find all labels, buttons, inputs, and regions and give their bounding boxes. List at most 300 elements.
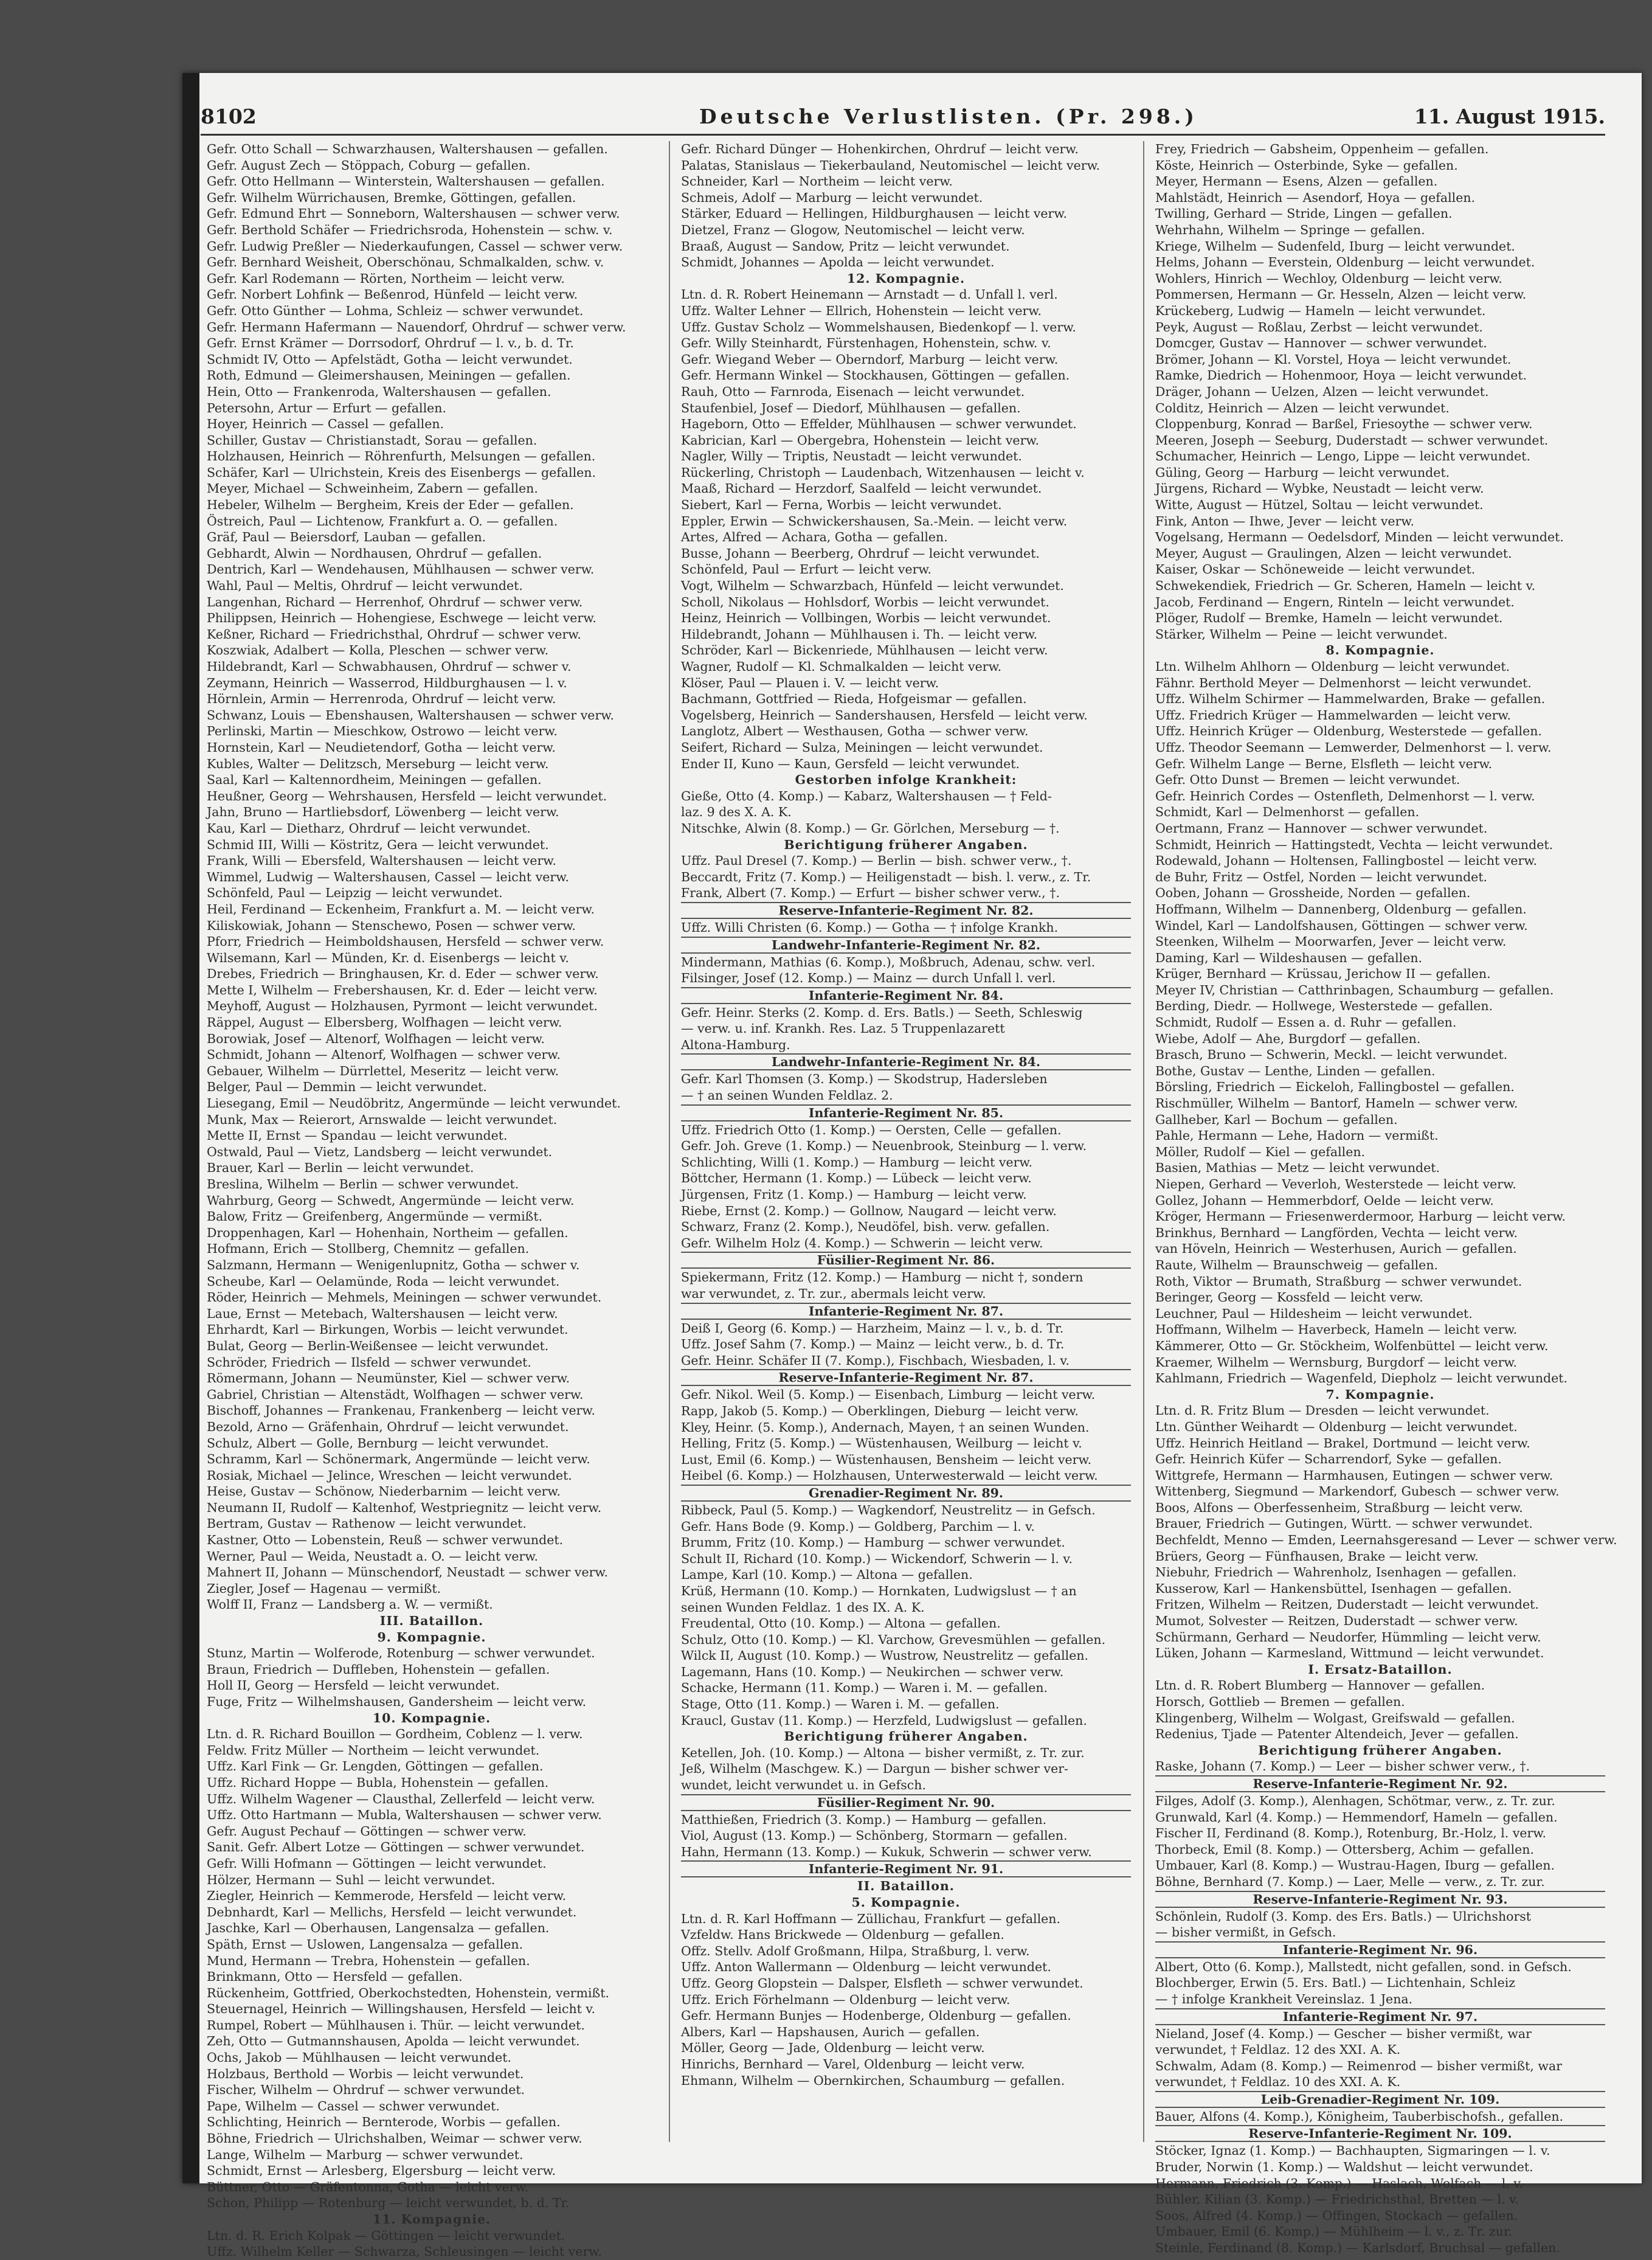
list-item: Zeymann, Heinrich — Wasserrod, Hildburghausen — l. v. — [207, 675, 567, 690]
text-column-1 — [207, 141, 657, 2259]
list-item: Gefr. Berthold Schäfer — Friedrichsroda, Hohenstein — schw. v. — [207, 222, 613, 237]
list-item: Gefr. Karl Thomsen (3. Komp.) — Skodstrup, Hadersleben — [681, 1072, 1048, 1087]
list-item: Fischer, Wilhelm — Ohrdruf — schwer verwundet. — [207, 2082, 525, 2098]
list-item: Bulat, Georg — Berlin-Weißensee — leicht verwundet. — [207, 1338, 549, 1353]
list-item: Plöger, Rudolf — Bremke, Hameln — leicht verwundet. — [1155, 611, 1503, 626]
list-item: Stage, Otto (11. Komp.) — Waren i. M. — gefallen. — [681, 1697, 1000, 1712]
list-item: Bühler, Kilian (3. Komp.) — Friedrichsthal, Bretten — l. v. — [1155, 2192, 1519, 2207]
list-item: Mumot, Solvester — Reitzen, Duderstadt — schwer verw. — [1155, 1614, 1518, 1629]
list-item: war verwundet, z. Tr. zur., abermals leicht verw. — [681, 1286, 986, 1301]
section-heading: I. Ersatz-Bataillon. — [1308, 1662, 1453, 1677]
list-item: Gefr. Otto Hellmann — Winterstein, Waltershausen — gefallen. — [207, 174, 605, 189]
regiment-heading: Infanterie-Regiment Nr. 91. — [681, 1860, 1131, 1877]
regiment-heading: Füsilier-Regiment Nr. 86. — [681, 1252, 1131, 1269]
regiment-heading: Reserve-Infanterie-Regiment Nr. 93. — [1155, 1891, 1605, 1908]
list-item: Hebeler, Wilhelm — Bergheim, Kreis der Eder — gefallen. — [207, 497, 574, 513]
list-item: Soos, Alfred (4. Komp.) — Offingen, Stockach — gefallen. — [1155, 2208, 1518, 2223]
list-item: Jaschke, Karl — Oberhausen, Langensalza — gefallen. — [207, 1921, 550, 1936]
list-item: Langlotz, Albert — Westhausen, Gotha — schwer verw. — [681, 724, 1029, 739]
list-item: verwundet, † Feldlaz. 10 des XXI. A. K. — [1155, 2075, 1401, 2090]
list-item: Ltn. d. R. Karl Hoffmann — Züllichau, Frankfurt — gefallen. — [681, 1911, 1061, 1926]
list-item: Bertram, Gustav — Rathenow — leicht verwundet. — [207, 1516, 527, 1531]
list-item: Gefr. Ernst Krämer — Dorrsodorf, Ohrdruf — l. v., b. d. Tr. — [207, 336, 574, 351]
list-item: Drebes, Friedrich — Bringhausen, Kr. d. Eder — schwer verw. — [207, 966, 599, 982]
list-item: Ziegler, Heinrich — Kemmerode, Hersfeld — leicht verw. — [207, 1888, 567, 1904]
list-item: Gefr. August Zech — Stöppach, Coburg — gefallen. — [207, 158, 531, 173]
text-column-2 — [681, 141, 1131, 2145]
list-item: Uffz. Willi Christen (6. Komp.) — Gotha — † infolge Krankh. — [681, 920, 1059, 935]
list-item: Ltn. Wilhelm Ahlhorn — Oldenburg — leicht verwundet. — [1155, 659, 1510, 674]
list-item: Matthießen, Friedrich (3. Komp.) — Hamburg — gefallen. — [681, 1812, 1047, 1827]
list-item: Schmidt, Johann — Altenorf, Wolfhagen — schwer verw. — [207, 1047, 561, 1062]
list-item: Schlichting, Heinrich — Bernterode, Worbis — gefallen. — [207, 2115, 561, 2130]
list-item: Hildebrandt, Karl — Schwabhausen, Ohrdruf — schwer v. — [207, 659, 572, 674]
list-item: Hahn, Hermann (13. Komp.) — Kukuk, Schwerin — schwer verw. — [681, 1844, 1092, 1859]
list-item: Meyer, August — Graulingen, Alzen — leicht verwundet. — [1155, 546, 1512, 561]
list-item: Schmeis, Adolf — Marburg — leicht verwundet. — [681, 190, 983, 205]
page-header — [201, 105, 1605, 131]
list-item: Bruder, Norwin (1. Komp.) — Waldshut — leicht verwundet. — [1155, 2160, 1533, 2175]
list-item: Brauer, Friedrich — Gutingen, Württ. — schwer verwundet. — [1155, 1516, 1533, 1531]
list-item: Kiliskowiak, Johann — Stenschewo, Posen — schwer verw. — [207, 918, 576, 933]
list-item: Wilsemann, Karl — Münden, Kr. d. Eisenbergs — leicht v. — [207, 950, 569, 965]
list-item: Salzmann, Hermann — Wenigenlupnitz, Gotha — schwer v. — [207, 1257, 580, 1272]
list-item: Pforr, Friedrich — Heimboldshausen, Hersfeld — schwer verw. — [207, 934, 604, 949]
section-heading: Berichtigung früherer Angaben. — [784, 1729, 1028, 1744]
list-item: Philippsen, Heinrich — Hohengiese, Eschwege — leicht verw. — [207, 611, 596, 626]
page-number: 8102 — [201, 105, 257, 128]
list-item: Kubles, Walter — Delitzsch, Merseburg — leicht verw. — [207, 756, 549, 771]
list-item: Roth, Viktor — Brumath, Straßburg — schwer verwundet. — [1155, 1274, 1522, 1289]
list-item: Gefr. Hermann Winkel — Stockhausen, Göttingen — gefallen. — [681, 368, 1070, 383]
list-item: Wimmel, Ludwig — Waltershausen, Cassel — leicht verw. — [207, 869, 569, 884]
list-item: Brasch, Bruno — Schwerin, Meckl. — leicht verwundet. — [1155, 1047, 1508, 1062]
list-item: Uffz. Otto Hartmann — Mubla, Waltershausen — schwer verw. — [207, 1808, 602, 1823]
list-item: Domcger, Gustav — Hannover — schwer verwundet. — [1155, 336, 1487, 351]
list-item: Gefr. Wiegand Weber — Oberndorf, Marburg — leicht verw. — [681, 352, 1059, 367]
list-item: Räppel, August — Elbersberg, Wolfhagen — leicht verw. — [207, 1015, 562, 1030]
list-item: Gefr. Edmund Ehrt — Sonneborn, Waltershausen — schwer verw. — [207, 206, 620, 221]
list-item: Umbauer, Emil (6. Komp.) — Mühlheim — l. v., z. Tr. zur. — [1155, 2224, 1513, 2239]
list-item: Kaiser, Oskar — Schöneweide — leicht verwundet. — [1155, 562, 1476, 577]
list-item: Kröger, Hermann — Friesenwerdermoor, Harburg — leicht verw. — [1155, 1209, 1566, 1224]
regiment-heading: Infanterie-Regiment Nr. 87. — [681, 1303, 1131, 1320]
list-item: Ltn. d. R. Robert Blumberg — Hannover — gefallen. — [1155, 1678, 1485, 1693]
list-item: Langenhan, Richard — Herrenhof, Ohrdruf — schwer verw. — [207, 594, 583, 609]
list-item: Koszwiak, Adalbert — Kolla, Pleschen — schwer verw. — [207, 643, 549, 658]
list-item: Uffz. Heinrich Krüger — Oldenburg, Westerstede — gefallen. — [1155, 724, 1542, 739]
list-item: Schwalm, Adam (8. Komp.) — Reimenrod — bisher vermißt, war — [1155, 2058, 1563, 2073]
list-item: Meeren, Joseph — Seeburg, Duderstadt — schwer verwundet. — [1155, 432, 1549, 448]
list-item: laz. 9 des X. A. K. — [681, 805, 792, 820]
section-heading: 11. Kompagnie. — [372, 2212, 491, 2227]
list-item: Schneider, Karl — Northeim — leicht verw. — [681, 174, 953, 189]
list-item: Mahnert II, Johann — Münschendorf, Neustadt — schwer verw. — [207, 1565, 609, 1580]
list-item: Kabrician, Karl — Obergebra, Hohenstein — leicht verw. — [681, 432, 1039, 448]
section-heading: III. Bataillon. — [379, 1614, 484, 1629]
list-item: Roth, Edmund — Gleimershausen, Meiningen — gefallen. — [207, 368, 571, 383]
list-item: Gefr. Karl Rodemann — Rörten, Northeim — leicht verw. — [207, 271, 565, 286]
list-item: Pommersen, Hermann — Gr. Hesseln, Alzen — leicht verw. — [1155, 287, 1527, 302]
regiment-heading: Grenadier-Regiment Nr. 89. — [681, 1485, 1131, 1502]
list-item: Schumacher, Heinrich — Lengo, Lippe — leicht verwundet. — [1155, 449, 1531, 464]
list-item: Holzhausen, Heinrich — Röhrenfurth, Melsungen — gefallen. — [207, 449, 596, 464]
list-item: Brinkmann, Otto — Hersfeld — gefallen. — [207, 1969, 463, 1984]
list-item: Hildebrandt, Johann — Mühlhausen i. Th. — leicht verw. — [681, 626, 1038, 642]
list-item: Schlichting, Willi (1. Komp.) — Hamburg — leicht verw. — [681, 1154, 1033, 1170]
list-item: Peyk, August — Roßlau, Zerbst — leicht verwundet. — [1155, 319, 1483, 334]
list-item: Kusserow, Karl — Hankensbüttel, Isenhagen — gefallen. — [1155, 1581, 1512, 1596]
list-item: Lüken, Johann — Karmesland, Wittmund — leicht verwundet. — [1155, 1646, 1544, 1661]
list-item: Kahlmann, Friedrich — Wagenfeld, Diepholz — leicht verwundet. — [1155, 1371, 1568, 1386]
list-item: Deiß I, Georg (6. Komp.) — Harzheim, Mainz — l. v., b. d. Tr. — [681, 1320, 1064, 1336]
list-item: Gebauer, Wilhelm — Dürrlettel, Meseritz — leicht verw. — [207, 1063, 559, 1078]
list-item: Bauer, Alfons (4. Komp.), Königheim, Tauberbischofsh., gefallen. — [1155, 2109, 1564, 2124]
list-item: Gefr. Heinr. Schäfer II (7. Komp.), Fischbach, Wiesbaden, l. v. — [681, 1353, 1070, 1368]
list-item: Colditz, Heinrich — Alzen — leicht verwundet. — [1155, 400, 1450, 415]
list-item: Rosiak, Michael — Jelince, Wreschen — leicht verwundet. — [207, 1468, 572, 1483]
list-item: Ehmann, Wilhelm — Obernkirchen, Schaumburg — gefallen. — [681, 2073, 1065, 2088]
list-item: Gräf, Paul — Beiersdorf, Lauban — gefallen. — [207, 530, 486, 545]
list-item: Ostwald, Paul — Vietz, Landsberg — leicht verwundet. — [207, 1144, 553, 1159]
list-item: van Höveln, Heinrich — Westerhusen, Aurich — gefallen. — [1155, 1241, 1517, 1257]
regiment-heading: Infanterie-Regiment Nr. 85. — [681, 1104, 1131, 1121]
list-item: Gabriel, Christian — Altenstädt, Wolfhagen — schwer verw. — [207, 1387, 584, 1402]
list-item: Witte, August — Hützel, Soltau — leicht verwundet. — [1155, 497, 1484, 513]
list-item: Wehrhahn, Wilhelm — Springe — gefallen. — [1155, 222, 1425, 237]
list-item: Ender II, Kuno — Kaun, Gersfeld — leicht verwundet. — [681, 756, 1020, 771]
list-item: Heinz, Heinrich — Vollbingen, Worbis — leicht verwundet. — [681, 611, 1051, 626]
list-item: Sanit. Gefr. Albert Lotze — Göttingen — schwer verwundet. — [207, 1840, 585, 1855]
list-item: Holzbaus, Berthold — Worbis — leicht verwundet. — [207, 2066, 524, 2081]
list-item: Rodewald, Johann — Holtensen, Fallingbostel — leicht verw. — [1155, 853, 1537, 868]
list-item: — verw. u. inf. Krankh. Res. Laz. 5 Truppenlazarett — [681, 1021, 1005, 1036]
list-item: Feldw. Fritz Müller — Northeim — leicht verwundet. — [207, 1742, 540, 1758]
list-item: Siebert, Karl — Ferna, Worbis — leicht verwundet. — [681, 497, 1002, 513]
regiment-heading: Leib-Grenadier-Regiment Nr. 109. — [1155, 2091, 1605, 2108]
list-item: Dentrich, Karl — Wendehausen, Mühlhausen — schwer verw. — [207, 562, 595, 577]
list-item: Stärker, Eduard — Hellingen, Hildburghausen — leicht verw. — [681, 206, 1067, 221]
list-item: Krüß, Hermann (10. Komp.) — Hornkaten, Ludwigslust — † an — [681, 1583, 1077, 1598]
regiment-heading: Füsilier-Regiment Nr. 90. — [681, 1794, 1131, 1811]
list-item: Uffz. Theodor Seemann — Lemwerder, Delmenhorst — l. verw. — [1155, 740, 1552, 755]
list-item: Büttner, Otto — Gräfentonna, Gotha — leicht verw. — [207, 2179, 529, 2194]
list-item: Wittenberg, Siegmund — Markendorf, Gubesch — schwer verw. — [1155, 1484, 1560, 1499]
list-item: Fink, Anton — Ihwe, Jever — leicht verw. — [1155, 513, 1414, 529]
list-item: Röder, Heinrich — Mehmels, Meiningen — schwer verwundet. — [207, 1290, 602, 1305]
list-item: Nagler, Willy — Triptis, Neustadt — leicht verwundet. — [681, 449, 1022, 464]
section-heading: Berichtigung früherer Angaben. — [784, 837, 1028, 852]
list-item: Daming, Karl — Wildeshausen — gefallen. — [1155, 950, 1423, 965]
list-item: Droppenhagen, Karl — Hohenhain, Northeim — gefallen. — [207, 1225, 569, 1240]
section-heading: Gestorben infolge Krankheit: — [795, 772, 1017, 788]
list-item: Niepen, Gerhard — Veverloh, Westerstede — leicht verw. — [1155, 1177, 1516, 1191]
list-item: Brauer, Karl — Berlin — leicht verwundet. — [207, 1160, 474, 1176]
list-item: Neumann II, Rudolf — Kaltenhof, Westpriegnitz — leicht verw. — [207, 1500, 602, 1515]
list-item: Jürgens, Richard — Wybke, Neustadt — leicht verw. — [1155, 481, 1484, 496]
list-item: Freudental, Otto (10. Komp.) — Altona — gefallen. — [681, 1616, 1001, 1631]
list-item: Uffz. Wilhelm Schirmer — Hammelwarden, Brake — gefallen. — [1155, 692, 1546, 707]
list-item: Ribbeck, Paul (5. Komp.) — Wagkendorf, Neustrelitz — in Gefsch. — [681, 1502, 1096, 1517]
list-item: Böhne, Bernhard (7. Komp.) — Laer, Melle — verw., z. Tr. zur. — [1155, 1874, 1545, 1889]
section-heading: 12. Kompagnie. — [846, 271, 966, 286]
list-item: Bothe, Gustav — Lenthe, Linden — gefallen. — [1155, 1063, 1436, 1078]
list-item: Oertmann, Franz — Hannover — schwer verwundet. — [1155, 820, 1488, 836]
list-item: Schröder, Karl — Bickenriede, Mühlhausen — leicht verw. — [681, 643, 1048, 658]
list-item: Schönfeld, Paul — Leipzig — leicht verwundet. — [207, 886, 503, 901]
list-item: Belger, Paul — Demmin — leicht verwundet. — [207, 1080, 487, 1095]
list-item: Klingenberg, Wilhelm — Wolgast, Greifswald — gefallen. — [1155, 1710, 1515, 1725]
list-item: Gallheber, Karl — Bochum — gefallen. — [1155, 1112, 1398, 1127]
list-item: verwundet, † Feldlaz. 12 des XXI. A. K. — [1155, 2042, 1401, 2057]
list-item: Gefr. Otto Dunst — Bremen — leicht verwundet. — [1155, 772, 1460, 788]
list-item: Jahn, Bruno — Hartliebsdorf, Löwenberg — leicht verw. — [207, 805, 559, 820]
list-item: Laue, Ernst — Metebach, Waltershausen — leicht verw. — [207, 1306, 558, 1321]
list-item: Böhne, Friedrich — Ulrichshalben, Weimar — schwer verw. — [207, 2131, 582, 2146]
list-item: Gefr. Joh. Greve (1. Komp.) — Neuenbrook, Steinburg — l. verw. — [681, 1139, 1087, 1154]
list-item: Gefr. August Pechauf — Göttingen — schwer verw. — [207, 1823, 527, 1839]
list-item: Jürgensen, Fritz (1. Komp.) — Hamburg — leicht verw. — [681, 1187, 1027, 1202]
list-item: Schramm, Karl — Schönermark, Angermünde — leicht verw. — [207, 1452, 590, 1467]
list-item: Schulz, Otto (10. Komp.) — Kl. Varchow, Grevesmühlen — gefallen. — [681, 1632, 1106, 1647]
regiment-heading: Reserve-Infanterie-Regiment Nr. 87. — [681, 1369, 1131, 1386]
section-heading: 8. Kompagnie. — [1325, 643, 1435, 658]
list-item: Östreich, Paul — Lichtenow, Frankfurt a. O. — gefallen. — [207, 513, 558, 529]
list-item: Heise, Gustav — Schönow, Niederbarnim — leicht verw. — [207, 1484, 561, 1499]
list-item: Liesegang, Emil — Neudöbritz, Angermünde — leicht verwundet. — [207, 1096, 621, 1111]
list-item: Uffz. Karl Fink — Gr. Lengden, Göttingen — gefallen. — [207, 1759, 544, 1774]
list-item: Schon, Philipp — Rotenburg — leicht verwundet, b. d. Tr. — [207, 2196, 570, 2211]
list-item: Frank, Willi — Ebersfeld, Waltershausen — leicht verw. — [207, 853, 556, 868]
list-item: Gefr. Wilhelm Holz (4. Komp.) — Schwerin — leicht verw. — [681, 1235, 1043, 1250]
list-item: Steenken, Wilhelm — Moorwarfen, Jever — leicht verw. — [1155, 934, 1507, 949]
list-item: Mindermann, Mathias (6. Komp.), Moßbruch, Adenau, schw. verl. — [681, 954, 1096, 969]
list-item: Riebe, Ernst (2. Komp.) — Gollnow, Naugard — leicht verw. — [681, 1203, 1057, 1218]
list-item: Brumm, Fritz (10. Komp.) — Hamburg — schwer verwundet. — [681, 1535, 1065, 1550]
list-item: Borowiak, Josef — Altenorf, Wolfhagen — leicht verw. — [207, 1031, 545, 1046]
list-item: Vogelsberg, Heinrich — Sandershausen, Hersfeld — leicht verw. — [681, 707, 1088, 723]
regiment-heading: Reserve-Infanterie-Regiment Nr. 82. — [681, 902, 1131, 919]
list-item: Hoffmann, Wilhelm — Dannenberg, Oldenburg — gefallen. — [1155, 901, 1527, 917]
list-item: Mette II, Ernst — Spandau — leicht verwundet. — [207, 1128, 508, 1143]
list-item: Uffz. Friedrich Krüger — Hammelwarden — leicht verw. — [1155, 707, 1512, 723]
list-item: Hornstein, Karl — Neudietendorf, Gotha — leicht verw. — [207, 740, 556, 755]
list-item: Uffz. Friedrich Otto (1. Komp.) — Oersten, Celle — gefallen. — [681, 1122, 1062, 1137]
list-item: Bischoff, Johannes — Frankenau, Frankenberg — leicht verw. — [207, 1403, 596, 1418]
list-item: Blochberger, Erwin (5. Ers. Batl.) — Lichtenhain, Schleiz — [1155, 1975, 1516, 1991]
list-item: Horsch, Gottlieb — Bremen — gefallen. — [1155, 1694, 1405, 1709]
list-item: Möller, Georg — Jade, Oldenburg — leicht verw. — [681, 2040, 985, 2056]
list-item: Grunwald, Karl (4. Komp.) — Hemmendorf, Hameln — gefallen. — [1155, 1809, 1558, 1825]
list-item: Offz. Stellv. Adolf Großmann, Hilpa, Straßburg, l. verw. — [681, 1943, 1030, 1958]
list-item: Fähnr. Berthold Meyer — Delmenhorst — leicht verwundet. — [1155, 675, 1532, 690]
list-item: — † infolge Krankheit Vereinslaz. 1 Jena. — [1155, 1991, 1413, 2006]
list-item: Uffz. Heinrich Heitland — Brakel, Dortmund — leicht verw. — [1155, 1435, 1530, 1451]
list-item: Thorbeck, Emil (8. Komp.) — Ottersberg, Achim — gefallen. — [1155, 1842, 1535, 1857]
list-item: Kriege, Wilhelm — Sudenfeld, Iburg — leicht verwundet. — [1155, 238, 1515, 254]
list-item: Saal, Karl — Kaltennordheim, Meiningen — gefallen. — [207, 772, 542, 788]
list-item: Jeß, Wilhelm (Maschgew. K.) — Dargun — bisher schwer ver- — [681, 1761, 1068, 1776]
list-item: Uffz. Paul Dresel (7. Komp.) — Berlin — bish. schwer verw., †. — [681, 853, 1072, 868]
list-item: Stärker, Wilhelm — Peine — leicht verwundet. — [1155, 626, 1448, 642]
list-item: Schürmann, Gerhard — Neudorfer, Hümmling — leicht verw. — [1155, 1629, 1541, 1645]
list-item: Fischer II, Ferdinand (8. Komp.), Rotenburg, Br.-Holz, l. verw. — [1155, 1826, 1546, 1841]
header-rule — [201, 134, 1605, 136]
list-item: — † an seinen Wunden Feldlaz. 2. — [681, 1088, 893, 1103]
list-item: Hein, Otto — Frankenroda, Waltershausen — gefallen. — [207, 384, 551, 399]
list-item: Rumpel, Robert — Mühlhausen i. Thür. — leicht verwundet. — [207, 2017, 585, 2033]
list-item: Helms, Johann — Everstein, Oldenburg — leicht verwundet. — [1155, 255, 1535, 270]
list-item: Gollez, Johann — Hemmerbdorf, Oelde — leicht verw. — [1155, 1193, 1494, 1208]
list-item: Uffz. Walter Lehner — Ellrich, Hohenstein — leicht verw. — [681, 303, 1042, 318]
list-item: Helling, Fritz (5. Komp.) — Wüstenhausen, Weilburg — leicht v. — [681, 1436, 1082, 1451]
list-item: Gefr. Willi Hofmann — Göttingen — leicht verwundet. — [207, 1856, 547, 1871]
regiment-heading: Infanterie-Regiment Nr. 96. — [1155, 1941, 1605, 1958]
section-heading: 9. Kompagnie. — [377, 1629, 486, 1645]
list-item: Petersohn, Artur — Erfurt — gefallen. — [207, 400, 447, 415]
list-item: Kau, Karl — Dietharz, Ohrdruf — leicht verwundet. — [207, 820, 531, 836]
list-item: Uffz. Georg Glopstein — Dalsper, Elsfleth — schwer verwundet. — [681, 1975, 1083, 1991]
list-item: Redenius, Tjade — Patenter Altendeich, Jever — gefallen. — [1155, 1727, 1519, 1742]
list-item: Schulz, Albert — Golle, Bernburg — leicht verwundet. — [207, 1435, 549, 1451]
list-item: Ltn. d. R. Robert Heinemann — Arnstadt — d. Unfall l. verl. — [681, 287, 1058, 302]
list-item: Wagner, Rudolf — Kl. Schmalkalden — leicht verw. — [681, 659, 1002, 674]
list-item: Mette I, Wilhelm — Frebershausen, Kr. d. Eder — leicht verw. — [207, 982, 598, 997]
list-item: Wahl, Paul — Meltis, Ohrdruf — leicht verwundet. — [207, 578, 523, 594]
list-item: Hoyer, Heinrich — Cassel — gefallen. — [207, 417, 444, 432]
list-item: Brüers, Georg — Fünfhausen, Brake — leicht verw. — [1155, 1548, 1479, 1564]
list-item: Niebuhr, Friedrich — Wahrenholz, Isenhagen — gefallen. — [1155, 1565, 1517, 1580]
list-item: Kämmerer, Otto — Gr. Stöckheim, Wolfenbüttel — leicht verw. — [1155, 1338, 1549, 1353]
regiment-heading: Landwehr-Infanterie-Regiment Nr. 82. — [681, 937, 1131, 954]
list-item: Frey, Friedrich — Gabsheim, Oppenheim — gefallen. — [1155, 142, 1489, 156]
list-item: Werner, Paul — Weida, Neustadt a. O. — leicht verw. — [207, 1548, 538, 1564]
list-item: Balow, Fritz — Greifenberg, Angermünde — vermißt. — [207, 1209, 543, 1224]
list-item: seinen Wunden Feldlaz. 1 des IX. A. K. — [681, 1600, 925, 1615]
list-item: Vogt, Wilhelm — Schwarzbach, Hünfeld — leicht verwundet. — [681, 578, 1064, 594]
list-item: Wittgrefe, Hermann — Harmhausen, Eutingen — schwer verw. — [1155, 1468, 1554, 1483]
list-item: Vzfeldw. Hans Brickwede — Oldenburg — gefallen. — [681, 1927, 1004, 1943]
list-item: Wohlers, Hinrich — Wechloy, Oldenburg — leicht verw. — [1155, 271, 1502, 286]
list-item: Artes, Alfred — Achara, Gotha — gefallen. — [681, 530, 948, 545]
list-item: Schacke, Hermann (11. Komp.) — Waren i. M. — gefallen. — [681, 1680, 1048, 1696]
list-item: Meyer, Michael — Schweinheim, Zabern — gefallen. — [207, 481, 538, 496]
list-item: Beringer, Georg — Kossfeld — leicht verw. — [1155, 1290, 1423, 1305]
list-item: Hofmann, Erich — Stollberg, Chemnitz — gefallen. — [207, 1241, 530, 1257]
list-item: Rückenheim, Gottfried, Oberkochstedten, Hohenstein, vermißt. — [207, 1985, 609, 2000]
list-item: Munk, Max — Reierort, Arnswalde — leicht verwundet. — [207, 1112, 558, 1127]
list-item: Filges, Adolf (3. Komp.), Alenhagen, Schötmar, verw., z. Tr. zur. — [1155, 1793, 1555, 1808]
regiment-heading: Landwehr-Infanterie-Regiment Nr. 84. — [681, 1053, 1131, 1070]
list-item: Gefr. Heinrich Cordes — Ostenfleth, Delmenhorst — l. verw. — [1155, 788, 1535, 803]
list-item: — bisher vermißt, in Gefsch. — [1155, 1925, 1336, 1940]
list-item: Raske, Johann (7. Komp.) — Leer — bisher schwer verw., †. — [1155, 1759, 1530, 1774]
list-item: Gefr. Heinr. Sterks (2. Komp. d. Ers. Batls.) — Seeth, Schleswig — [681, 1005, 1083, 1020]
list-item: Dräger, Johann — Uelzen, Alzen — leicht verwundet. — [1155, 384, 1489, 399]
list-item: Scholl, Nikolaus — Hohlsdorf, Worbis — leicht verwundet. — [681, 594, 1049, 609]
list-item: Uffz. Wilhelm Wagener — Clausthal, Zellerfeld — leicht verw. — [207, 1791, 595, 1806]
list-item: de Buhr, Fritz — Ostfel, Norden — leicht verwundet. — [1155, 869, 1488, 884]
list-item: Schwanz, Louis — Ebenshausen, Waltershausen — schwer verw. — [207, 707, 614, 723]
list-item: Kraemer, Wilhelm — Wernsburg, Burgdorf — leicht verw. — [1155, 1354, 1518, 1370]
list-item: Stunz, Martin — Wolferode, Rotenburg — schwer verwundet. — [207, 1646, 595, 1661]
list-item: Ziegler, Josef — Hagenau — vermißt. — [207, 1581, 441, 1596]
list-item: Perlinski, Martin — Mieschkow, Ostrowo — leicht verw. — [207, 724, 558, 739]
list-item: Staufenbiel, Josef — Diedorf, Mühlhausen — gefallen. — [681, 400, 1021, 415]
list-item: Schönfeld, Paul — Erfurt — leicht verw. — [681, 562, 932, 577]
list-item: Berding, Diedr. — Hollwege, Westerstede — gefallen. — [1155, 999, 1493, 1014]
list-item: Bezold, Arno — Gräfenhain, Ohrdruf — leicht verwundet. — [207, 1419, 569, 1434]
publication-date: 11. August 1915. — [1414, 105, 1605, 128]
list-item: Windel, Karl — Landolfshausen, Göttingen — schwer verw. — [1155, 918, 1528, 933]
list-item: Mahlstädt, Heinrich — Asendorf, Hoya — gefallen. — [1155, 190, 1476, 205]
list-item: Rapp, Jakob (5. Komp.) — Oberklingen, Dieburg — leicht verw. — [681, 1403, 1079, 1418]
list-item: Seifert, Richard — Sulza, Meiningen — leicht verwundet. — [681, 740, 1043, 755]
list-item: Gefr. Willy Steinhardt, Fürstenhagen, Hohenstein, schw. v. — [681, 336, 1051, 351]
list-item: Mund, Hermann — Trebra, Hohenstein — gefallen. — [207, 1953, 530, 1968]
list-item: Schröder, Friedrich — Ilsfeld — schwer verwundet. — [207, 1354, 531, 1370]
list-item: Umbauer, Karl (8. Komp.) — Wustrau-Hagen, Iburg — gefallen. — [1155, 1858, 1555, 1873]
list-item: Zeh, Otto — Gutmannshausen, Apolda — leicht verwundet. — [207, 2034, 580, 2049]
list-item: Hageborn, Otto — Effelder, Mühlhausen — schwer verwundet. — [681, 417, 1077, 432]
list-item: Gefr. Bernhard Weisheit, Oberschönau, Schmalkalden, schw. v. — [207, 255, 604, 270]
list-item: Gefr. Otto Schall — Schwarzhausen, Waltershausen — gefallen. — [207, 142, 608, 156]
list-item: Viol, August (13. Komp.) — Schönberg, Stormarn — gefallen. — [681, 1828, 1068, 1843]
list-item: Hoffmann, Wilhelm — Haverbeck, Hameln — leicht verw. — [1155, 1322, 1518, 1337]
list-item: Gefr. Norbert Lohfink — Beßenrod, Hünfeld — leicht verw. — [207, 287, 578, 302]
list-item: Krüger, Bernhard — Krüssau, Jerichow II — gefallen. — [1155, 966, 1491, 982]
list-item: Lust, Emil (6. Komp.) — Wüstenhausen, Bensheim — leicht verw. — [681, 1452, 1092, 1467]
list-item: Debnhardt, Karl — Mellichs, Hersfeld — leicht verwundet. — [207, 1904, 577, 1919]
list-item: Ltn. d. R. Fritz Blum — Dresden — leicht verwundet. — [1155, 1403, 1490, 1418]
list-item: Meyer IV, Christian — Catthrinbagen, Schaumburg — gefallen. — [1155, 982, 1554, 997]
list-item: Ehrhardt, Karl — Birkungen, Worbis — leicht verwundet. — [207, 1322, 569, 1337]
list-item: wundet, leicht verwundet u. in Gefsch. — [681, 1778, 926, 1793]
list-item: Pahle, Hermann — Lehe, Hadorn — vermißt. — [1155, 1128, 1439, 1143]
page-binding-edge — [182, 73, 199, 2183]
list-item: Holl II, Georg — Hersfeld — leicht verwundet. — [207, 1678, 500, 1693]
list-item: Ochs, Jakob — Mühlhausen — leicht verwundet. — [207, 2050, 512, 2065]
list-item: Gefr. Otto Günther — Lohma, Schleiz — schwer verwundet. — [207, 303, 584, 318]
list-item: Heußner, Georg — Wehrshausen, Hersfeld — leicht verwundet. — [207, 788, 607, 803]
list-item: Maaß, Richard — Herzdorf, Saalfeld — leicht verwundet. — [681, 481, 1042, 496]
list-item: Schwarz, Franz (2. Komp.), Neudöfel, bish. verw. gefallen. — [681, 1219, 1050, 1235]
list-item: Albers, Karl — Hapshausen, Aurich — gefallen. — [681, 2024, 980, 2039]
list-item: Steinle, Ferdinand (8. Komp.) — Karlsdorf, Bruchsal — gefallen. — [1155, 2241, 1560, 2256]
list-item: Wahrburg, Georg — Schwedt, Angermünde — leicht verw. — [207, 1193, 575, 1208]
section-heading: II. Bataillon. — [857, 1879, 955, 1894]
column-divider — [1143, 141, 1144, 2142]
list-item: Rauh, Otto — Farnroda, Eisenach — leicht verwundet. — [681, 384, 1025, 399]
list-item: Kley, Heinr. (5. Komp.), Andernach, Mayen, † an seinen Wunden. — [681, 1419, 1090, 1435]
list-item: Basien, Mathias — Metz — leicht verwundet. — [1155, 1160, 1440, 1176]
list-item: Schmidt, Heinrich — Hattingstedt, Vechta — leicht verwundet. — [1155, 837, 1554, 852]
list-item: Dietzel, Franz — Glogow, Neutomischel — leicht verw. — [681, 222, 1025, 237]
list-item: Gefr. Heinrich Küfer — Scharrendorf, Syke — gefallen. — [1155, 1452, 1502, 1467]
list-item: Frank, Albert (7. Komp.) — Erfurt — bisher schwer verw., †. — [681, 886, 1060, 901]
list-item: Rischmüller, Wilhelm — Bantorf, Hameln — schwer verw. — [1155, 1096, 1518, 1111]
list-item: Filsinger, Josef (12. Komp.) — Mainz — durch Unfall l. verl. — [681, 971, 1056, 986]
list-item: Uffz. Gustav Scholz — Wommelshausen, Biedenkopf — l. verw. — [681, 319, 1076, 334]
list-item: Köste, Heinrich — Osterbinde, Syke — gefallen. — [1155, 158, 1458, 173]
regiment-heading: Reserve-Infanterie-Regiment Nr. 109. — [1155, 2125, 1605, 2142]
list-item: Römermann, Johann — Neumünster, Kiel — schwer verw. — [207, 1371, 570, 1386]
list-item: Wolff II, Franz — Landsberg a. W. — vermißt. — [207, 1597, 493, 1612]
list-item: Keßner, Richard — Friedrichsthal, Ohrdruf — schwer verw. — [207, 626, 581, 642]
list-item: Busse, Johann — Beerberg, Ohrdruf — leicht verwundet. — [681, 546, 1040, 561]
list-item: Kastner, Otto — Lobenstein, Reuß — schwer verwundet. — [207, 1533, 564, 1548]
list-item: Böttcher, Hermann (1. Komp.) — Lübeck — leicht verw. — [681, 1171, 1032, 1186]
